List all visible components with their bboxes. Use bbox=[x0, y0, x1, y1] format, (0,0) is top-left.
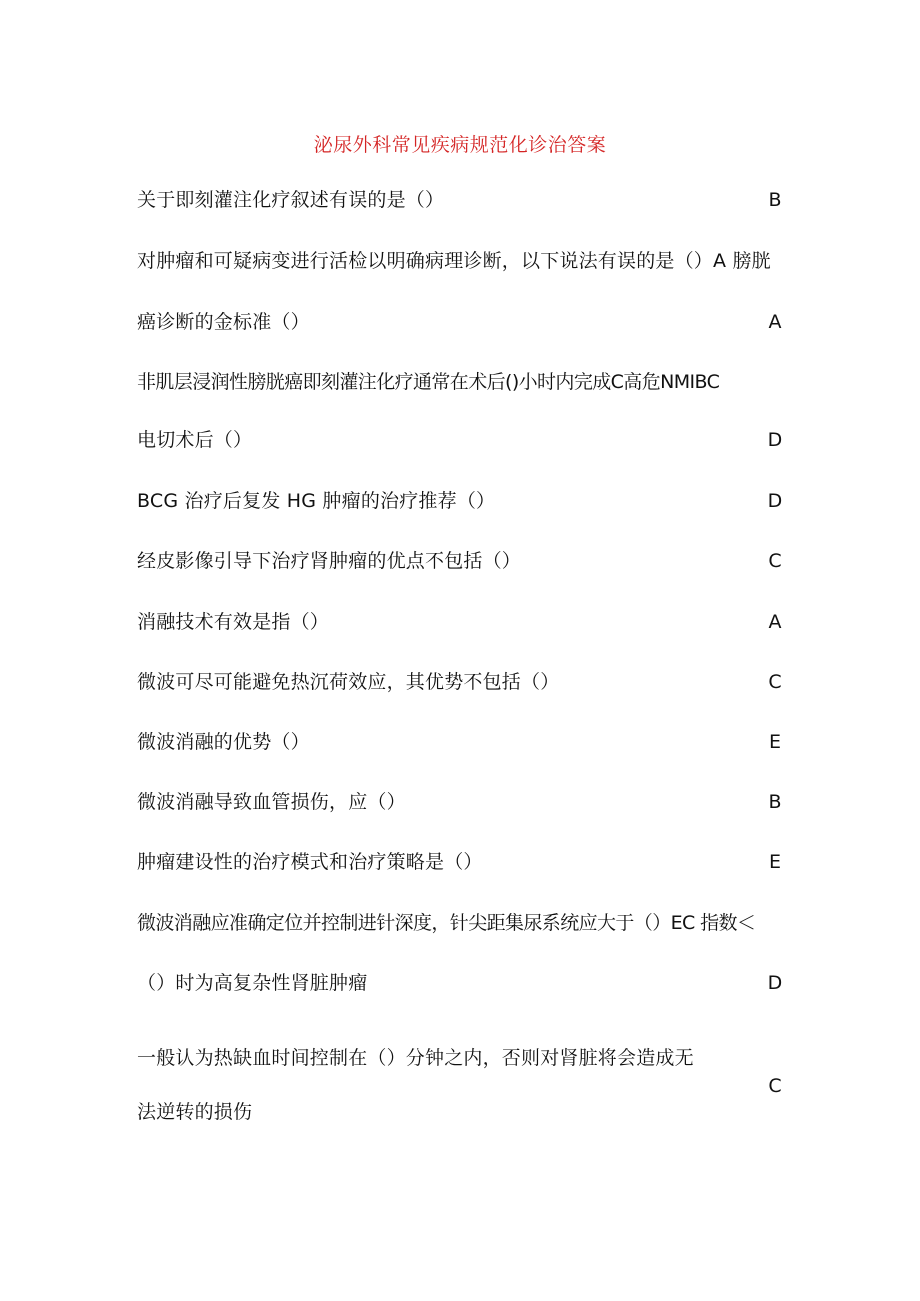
answer-12: C bbox=[768, 1075, 782, 1097]
answer-11: D bbox=[767, 972, 783, 994]
question-2-line-2: 癌诊断的金标准（） bbox=[137, 311, 310, 333]
answer-2: A bbox=[768, 311, 782, 333]
answer-6: A bbox=[768, 611, 782, 633]
question-11-line-1: 微波消融应准确定位并控制进针深度，针尖距集尿系统应大于（）EC 指数＜ bbox=[137, 912, 756, 934]
question-4: BCG 治疗后复发 HG 肿瘤的治疗推荐（） bbox=[137, 490, 496, 512]
question-10: 肿瘤建设性的治疗模式和治疗策略是（） bbox=[137, 851, 483, 873]
question-7: 微波可尽可能避免热沉荷效应，其优势不包括（） bbox=[137, 671, 560, 693]
answer-9: B bbox=[768, 791, 782, 813]
question-8: 微波消融的优势（） bbox=[137, 731, 310, 753]
question-3-line-1: 非肌层浸润性膀胱癌即刻灌注化疗通常在术后()小时内完成C高危NMIBC bbox=[137, 371, 720, 393]
page-title: 泌尿外科常见疾病规范化诊治答案 bbox=[313, 134, 607, 156]
answer-10: E bbox=[768, 851, 781, 873]
question-12-line-1: 一般认为热缺血时间控制在（）分钟之内，否则对肾脏将会造成无 bbox=[137, 1047, 694, 1069]
question-12-line-2: 法逆转的损伤 bbox=[137, 1101, 253, 1123]
answer-5: C bbox=[768, 550, 782, 572]
answer-7: C bbox=[768, 671, 782, 693]
answer-8: E bbox=[768, 731, 781, 753]
question-3-line-2: 电切术后（） bbox=[137, 429, 253, 451]
question-11-line-2: （）时为高复杂性肾脏肿瘤 bbox=[137, 972, 368, 994]
question-6: 消融技术有效是指（） bbox=[137, 611, 330, 633]
question-1: 关于即刻灌注化疗叙述有误的是（） bbox=[137, 189, 445, 211]
answer-1: B bbox=[768, 189, 782, 211]
question-5: 经皮影像引导下治疗肾肿瘤的优点不包括（） bbox=[137, 550, 522, 572]
question-9: 微波消融导致血管损伤，应（） bbox=[137, 791, 406, 813]
question-2-line-1: 对肿瘤和可疑病变进行活检以明确病理诊断，以下说法有误的是（）A 膀胱 bbox=[137, 250, 771, 272]
answer-3: D bbox=[767, 429, 783, 451]
answer-4: D bbox=[767, 490, 783, 512]
